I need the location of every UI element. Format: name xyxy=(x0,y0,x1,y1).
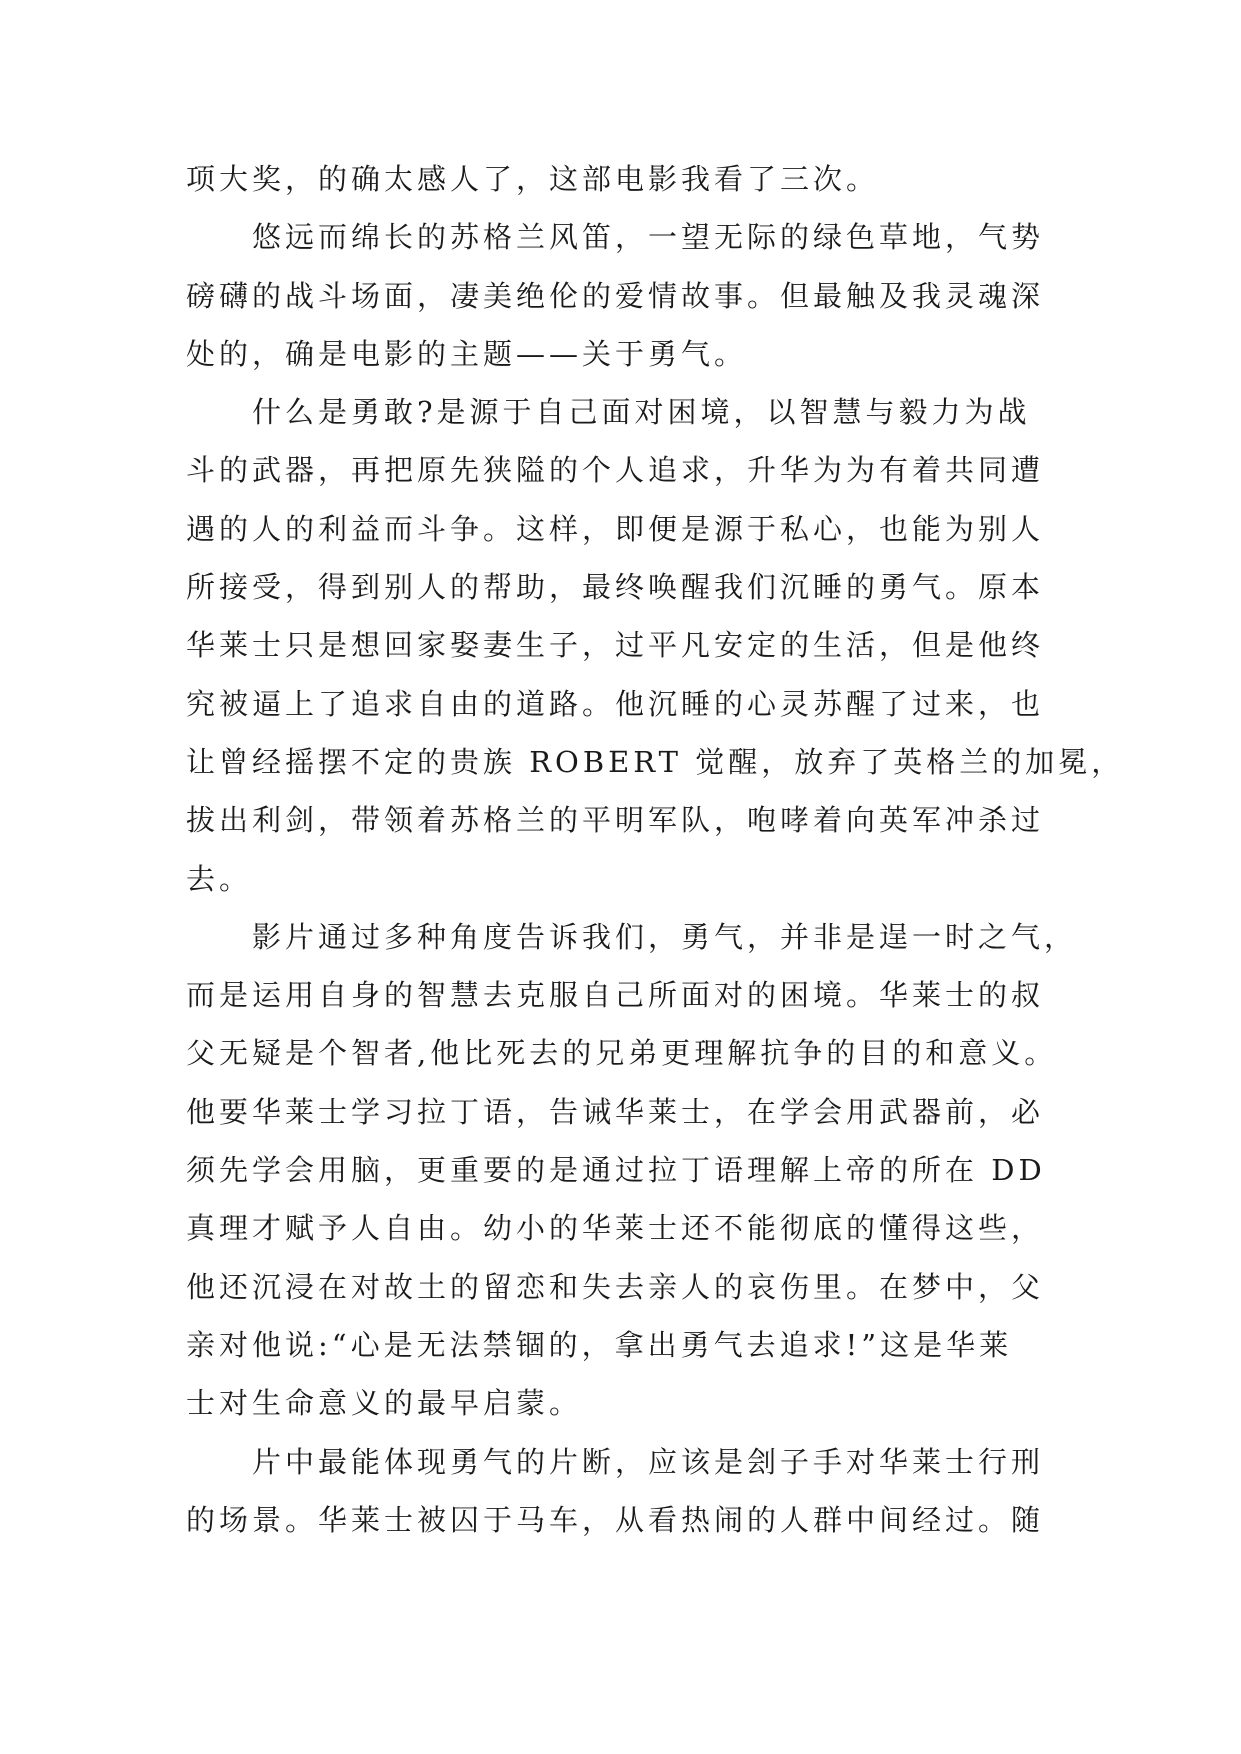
text-line: 亲对他说:“心是无法禁锢的，拿出勇气去追求!”这是华莱 xyxy=(186,1327,1013,1362)
text-line: 遇的人的利益而斗争。这样，即便是源于私心，也能为别人 xyxy=(186,511,1045,546)
text-line: 去。 xyxy=(186,861,253,896)
text-line: 究被逼上了追求自由的道路。他沉睡的心灵苏醒了过来，也 xyxy=(186,686,1045,721)
text-line: 处的，确是电影的主题——关于勇气。 xyxy=(186,336,748,371)
text-line: 影片通过多种角度告诉我们，勇气，并非是逞一时之气， xyxy=(252,919,1078,954)
text-line: 而是运用自身的智慧去克服自己所面对的困境。华莱士的叔 xyxy=(186,978,1045,1013)
text-line: 他还沉浸在对故土的留恋和失去亲人的哀伤里。在梦中，父 xyxy=(186,1269,1045,1304)
text-line: 拔出利剑，带领着苏格兰的平明军队，咆哮着向英军冲杀过 xyxy=(186,803,1045,838)
text-line: 什么是勇敢?是源于自己面对困境，以智慧与毅力为战 xyxy=(252,395,1031,430)
text-line: 项大奖，的确太感人了，这部电影我看了三次。 xyxy=(186,162,880,196)
text-line: 磅礴的战斗场面，凄美绝伦的爱情故事。但最触及我灵魂深 xyxy=(186,278,1045,313)
text-line: 士对生命意义的最早启蒙。 xyxy=(186,1386,583,1421)
text-line: 让曾经摇摆不定的贵族 ROBERT 觉醒，放弃了英格兰的加冕， xyxy=(186,744,1125,779)
text-line: 须先学会用脑，更重要的是通过拉丁语理解上帝的所在 DD xyxy=(186,1153,1046,1188)
text-line: 真理才赋予人自由。幼小的华莱士还不能彻底的懂得这些， xyxy=(186,1211,1045,1246)
text-line: 斗的武器，再把原先狭隘的个人追求，升华为为有着共同遭 xyxy=(186,453,1045,488)
document-body xyxy=(186,150,1125,1549)
text-line: 他要华莱士学习拉丁语，告诫华莱士，在学会用武器前，必 xyxy=(186,1094,1045,1129)
text-line: 父无疑是个智者,他比死去的兄弟更理解抗争的目的和意义。 xyxy=(186,1036,1058,1071)
text-line: 悠远而绵长的苏格兰风笛，一望无际的绿色草地，气势 xyxy=(252,220,1045,255)
text-line: 华莱士只是想回家娶妻生子，过平凡安定的生活，但是他终 xyxy=(186,628,1045,663)
text-line: 的场景。华莱士被囚于马车，从看热闹的人群中间经过。随 xyxy=(186,1502,1045,1537)
text-line: 所接受，得到别人的帮助，最终唤醒我们沉睡的勇气。原本 xyxy=(186,570,1045,605)
text-line: 片中最能体现勇气的片断，应该是刽子手对华莱士行刑 xyxy=(252,1444,1045,1479)
